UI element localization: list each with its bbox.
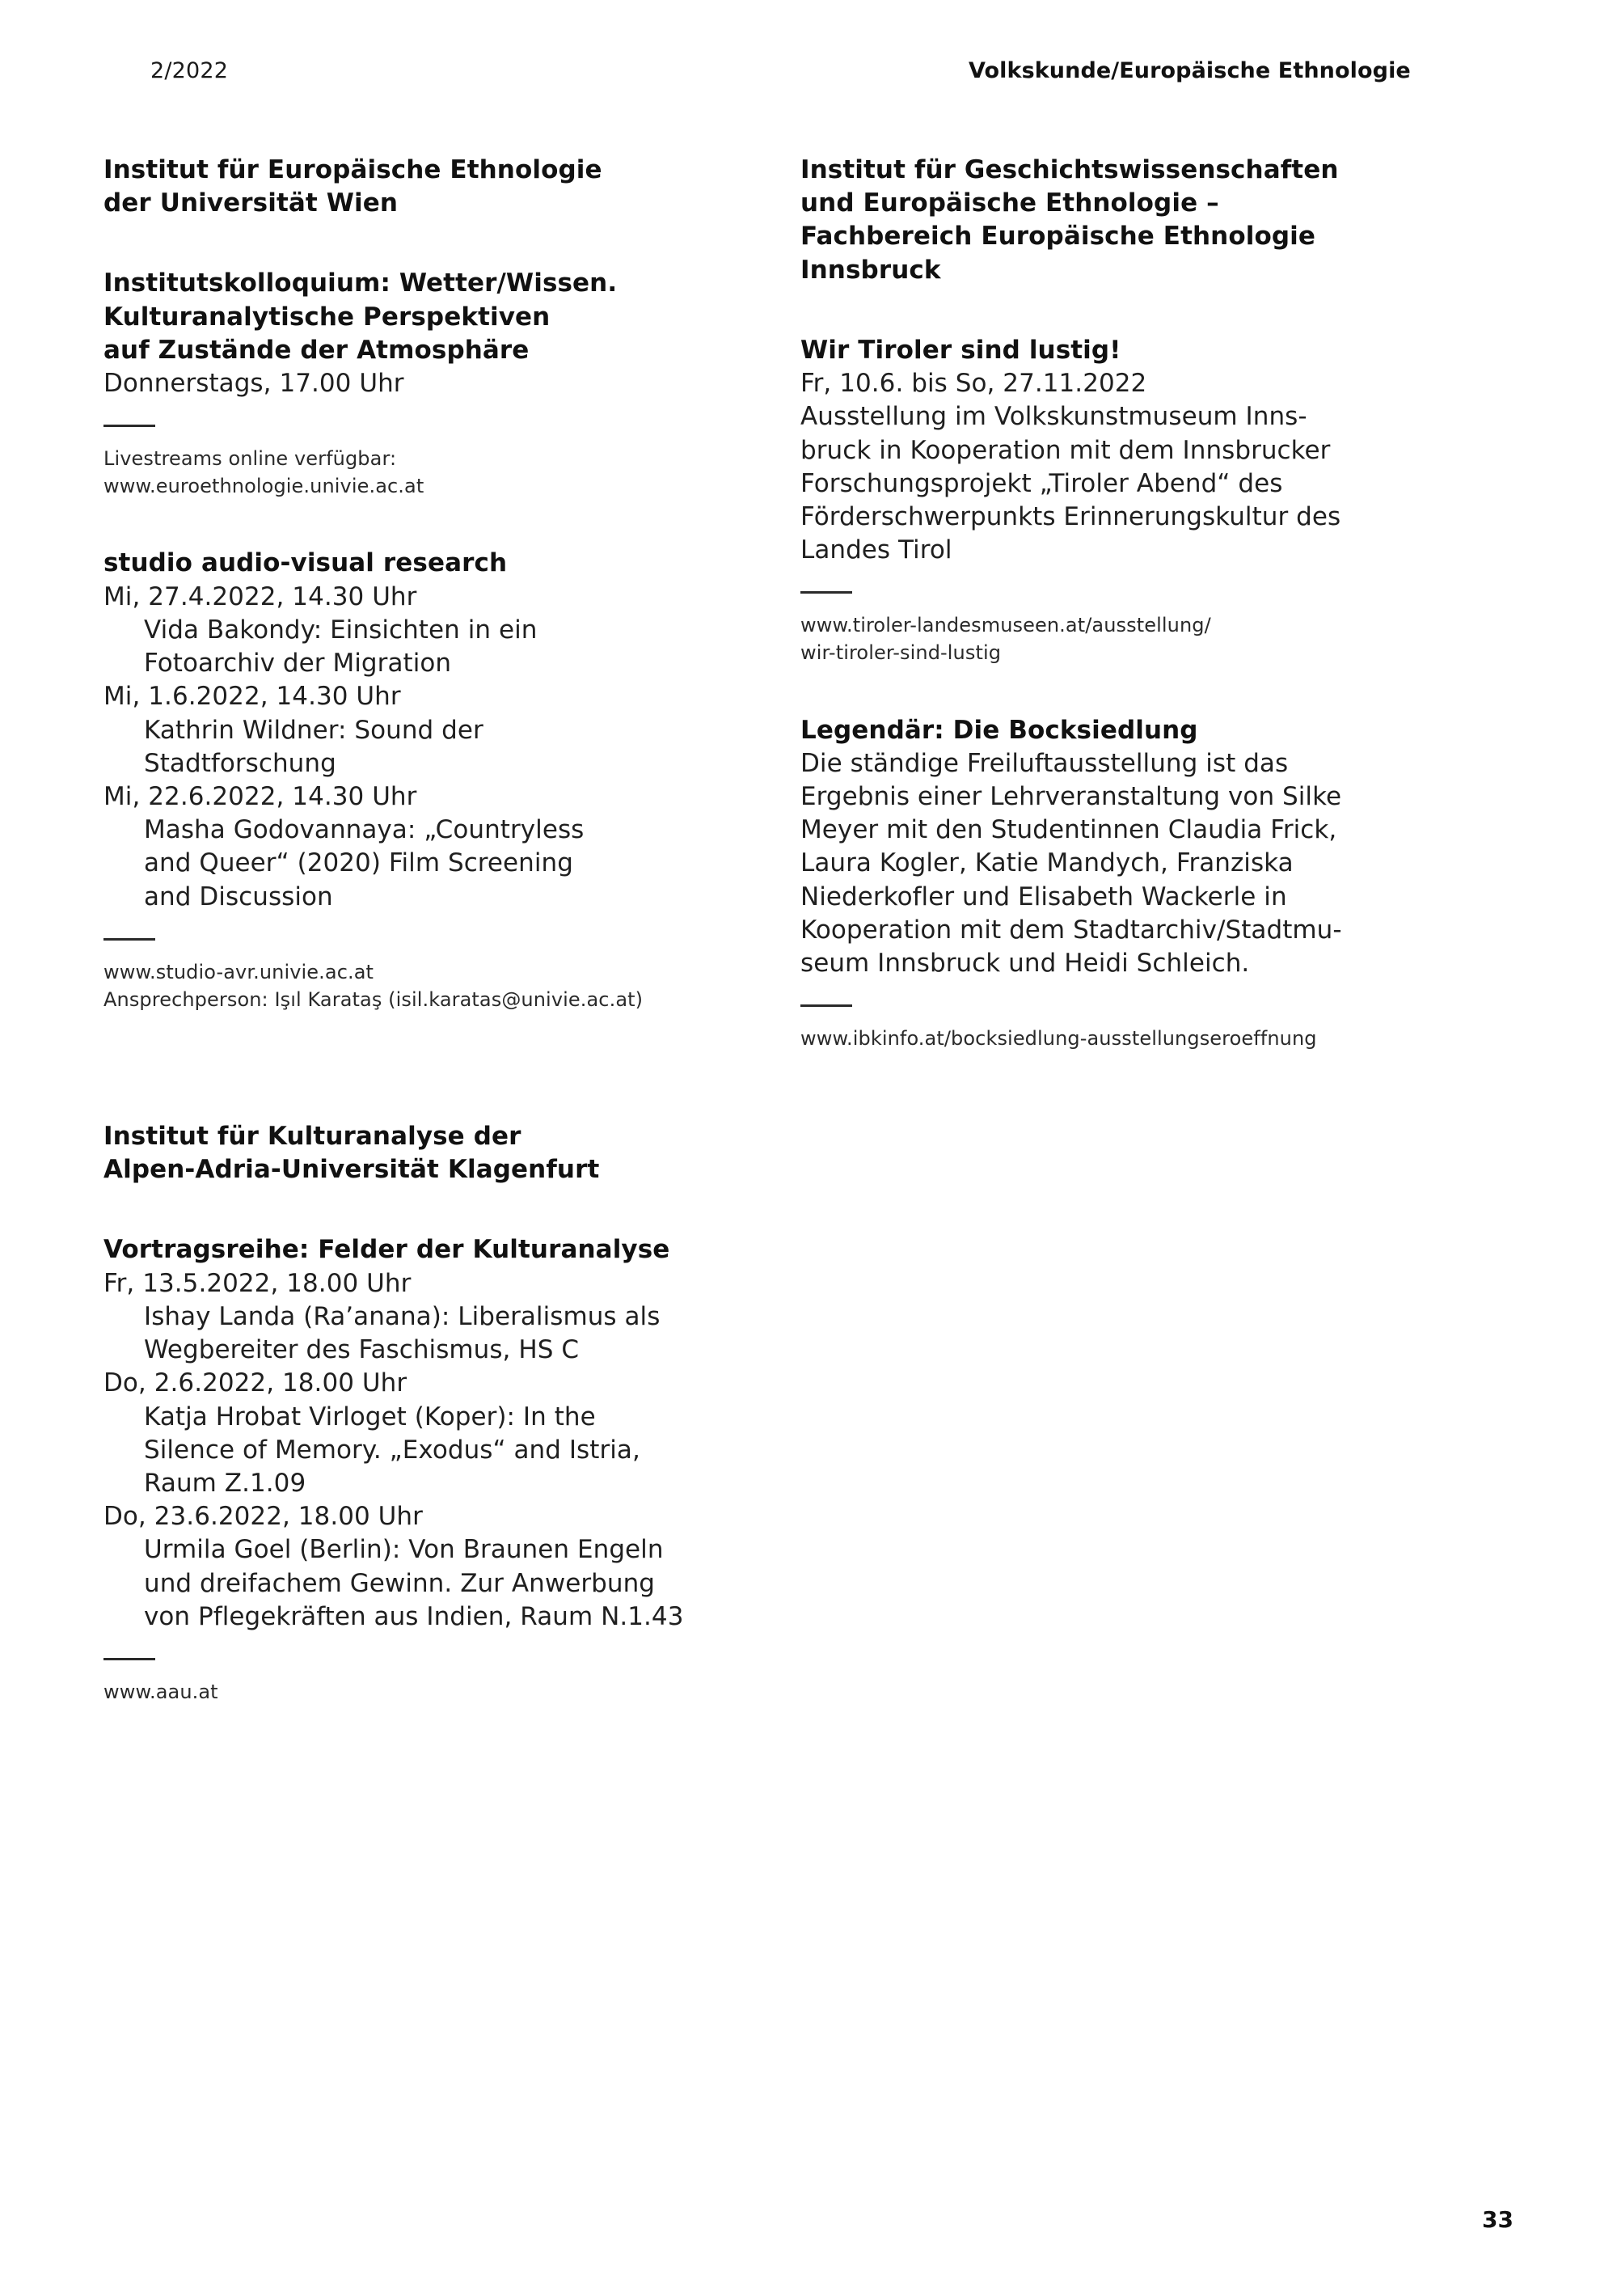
- institute-name-line-2: Alpen-Adria-Universität Klagenfurt: [103, 1155, 600, 1185]
- event-desc-line-1: Die ständige Freiluftausstellung ist das: [800, 748, 1289, 778]
- event-desc-line-3: Forschungsprojekt „Tiroler Abend“ des: [800, 468, 1283, 498]
- institute-name-line-1: Institut für Europäische Ethnologie: [103, 155, 602, 184]
- institute-name-line-1: Institut für Kulturanalyse der: [103, 1122, 521, 1152]
- event-title-line-3: auf Zustände der Atmosphäre: [103, 335, 530, 365]
- event-desc-line-3: Meyer mit den Studentinnen Claudia Frick,: [800, 815, 1337, 845]
- event-desc-line-4: Förderschwerpunkts Erinnerungskultur des: [800, 501, 1341, 531]
- event-desc-3-line-2: und dreifachem Gewinn. Zur Anwerbung: [144, 1568, 656, 1598]
- event-desc-1-line-2: Wegbereiter des Faschismus, HS C: [144, 1335, 580, 1365]
- left-column: [103, 154, 750, 1706]
- event-date-2: Mi, 1.6.2022, 14.30 Uhr: [103, 682, 401, 712]
- event-title: Legendär: Die Bocksiedlung: [800, 715, 1198, 745]
- spacer: [800, 287, 1512, 334]
- page-number: 33: [1482, 2206, 1514, 2233]
- event-note-contact: Ansprechperson: Işıl Karataş (isil.karatas@univie.ac.at): [103, 987, 644, 1011]
- spacer: [103, 1186, 750, 1233]
- event-desc-2-line-1: Katja Hrobat Virloget (Koper): In the: [144, 1402, 596, 1431]
- event-desc-line-5: Landes Tirol: [800, 535, 952, 565]
- event-desc-1-line-1: Vida Bakondy: Einsichten in ein: [144, 615, 538, 645]
- section-rule: [800, 591, 852, 594]
- section-rule: [103, 425, 155, 427]
- event-desc-2-line-2: Stadtforschung: [144, 748, 336, 778]
- event-desc-2-line-2: Silence of Memory. „Exodus“ and Istria,: [144, 1435, 640, 1465]
- event-date-3: Do, 23.6.2022, 18.00 Uhr: [103, 1502, 423, 1532]
- event-desc-3-line-1: Masha Godovannaya: „Countryless: [144, 815, 585, 845]
- event-wir-tiroler-sind-lustig: [800, 334, 1512, 667]
- event-desc-1-line-2: Fotoarchiv der Migration: [144, 649, 452, 679]
- event-title-line-2: Kulturanalytische Perspektiven: [103, 302, 551, 332]
- institute-name-line-2: und Europäische Ethnologie –: [800, 188, 1219, 218]
- two-column-body: [103, 154, 1514, 1706]
- event-title-line-1: Institutskolloquium: Wetter/Wissen.: [103, 269, 618, 298]
- event-desc-1-line-1: Ishay Landa (Ra’anana): Liberalismus als: [144, 1301, 661, 1331]
- institute-name-line-2: der Universität Wien: [103, 188, 399, 218]
- event-institutskolloquium: [103, 267, 750, 500]
- spacer: [103, 500, 750, 547]
- issue-folio: 2/2022: [150, 58, 229, 83]
- institute-name-line-4: Innsbruck: [800, 255, 941, 285]
- event-legendaer-bocksiedlung: [800, 714, 1512, 1053]
- running-title: Volkskunde/Europäische Ethnologie: [969, 58, 1411, 83]
- event-date-3: Mi, 22.6.2022, 14.30 Uhr: [103, 782, 417, 811]
- institute-heading-innsbruck: [800, 154, 1512, 287]
- event-vortragsreihe: [103, 1233, 750, 1706]
- event-desc-3-line-3: and Discussion: [144, 882, 333, 911]
- institute-heading-klagenfurt: [103, 1120, 750, 1186]
- event-desc-line-2: Ergebnis einer Lehrveranstaltung von Silke: [800, 782, 1342, 811]
- event-note-url: www.euroethnologie.univie.ac.at: [103, 475, 424, 498]
- event-dates: Fr, 10.6. bis So, 27.11.2022: [800, 369, 1147, 399]
- event-desc-line-1: Ausstellung im Volkskunstmuseum Inns-: [800, 402, 1307, 432]
- section-rule: [103, 1658, 155, 1660]
- event-note-url-line-1: www.tiroler-landesmuseen.at/ausstellung/: [800, 614, 1211, 637]
- event-desc-line-6: Kooperation mit dem Stadtarchiv/Stadtmu-: [800, 915, 1342, 945]
- institute-name-line-3: Fachbereich Europäische Ethnologie: [800, 222, 1315, 252]
- event-desc-2-line-1: Kathrin Wildner: Sound der: [144, 715, 483, 745]
- event-schedule: Donnerstags, 17.00 Uhr: [103, 369, 404, 399]
- event-title: Wir Tiroler sind lustig!: [800, 335, 1121, 365]
- spacer: [103, 1013, 750, 1120]
- event-title: studio audio-visual research: [103, 548, 508, 578]
- event-studio-avr: [103, 547, 750, 1013]
- event-desc-2-line-3: Raum Z.1.09: [144, 1469, 306, 1498]
- institute-heading-wien: [103, 154, 750, 220]
- event-note-url: www.studio-avr.univie.ac.at: [103, 960, 374, 983]
- event-note-line-1: Livestreams online verfügbar:: [103, 447, 397, 471]
- event-desc-3-line-1: Urmila Goel (Berlin): Von Braunen Engeln: [144, 1535, 664, 1565]
- event-note-url: www.ibkinfo.at/bocksiedlung-ausstellungseroeffnung: [800, 1027, 1317, 1051]
- event-desc-line-7: seum Innsbruck und Heidi Schleich.: [800, 949, 1250, 979]
- event-date-2: Do, 2.6.2022, 18.00 Uhr: [103, 1368, 407, 1398]
- event-desc-line-4: Laura Kogler, Katie Mandych, Franziska: [800, 848, 1294, 878]
- event-date-1: Mi, 27.4.2022, 14.30 Uhr: [103, 581, 417, 611]
- institute-name-line-1: Institut für Geschichtswissenschaften: [800, 155, 1339, 184]
- spacer: [103, 220, 750, 267]
- right-column: [800, 154, 1512, 1706]
- event-note-url: www.aau.at: [103, 1681, 218, 1704]
- event-desc-3-line-2: and Queer“ (2020) Film Screening: [144, 848, 573, 878]
- event-desc-line-2: bruck in Kooperation mit dem Innsbrucker: [800, 435, 1331, 465]
- section-rule: [103, 938, 155, 941]
- section-rule: [800, 1004, 852, 1007]
- event-note-url-line-2: wir-tiroler-sind-lustig: [800, 641, 1002, 665]
- event-title: Vortragsreihe: Felder der Kulturanalyse: [103, 1235, 670, 1265]
- event-desc-line-5: Niederkofler und Elisabeth Wackerle in: [800, 882, 1287, 911]
- event-date-1: Fr, 13.5.2022, 18.00 Uhr: [103, 1268, 412, 1298]
- spacer: [800, 667, 1512, 714]
- event-desc-3-line-3: von Pflegekräften aus Indien, Raum N.1.43: [144, 1601, 684, 1631]
- running-head: [103, 58, 1514, 115]
